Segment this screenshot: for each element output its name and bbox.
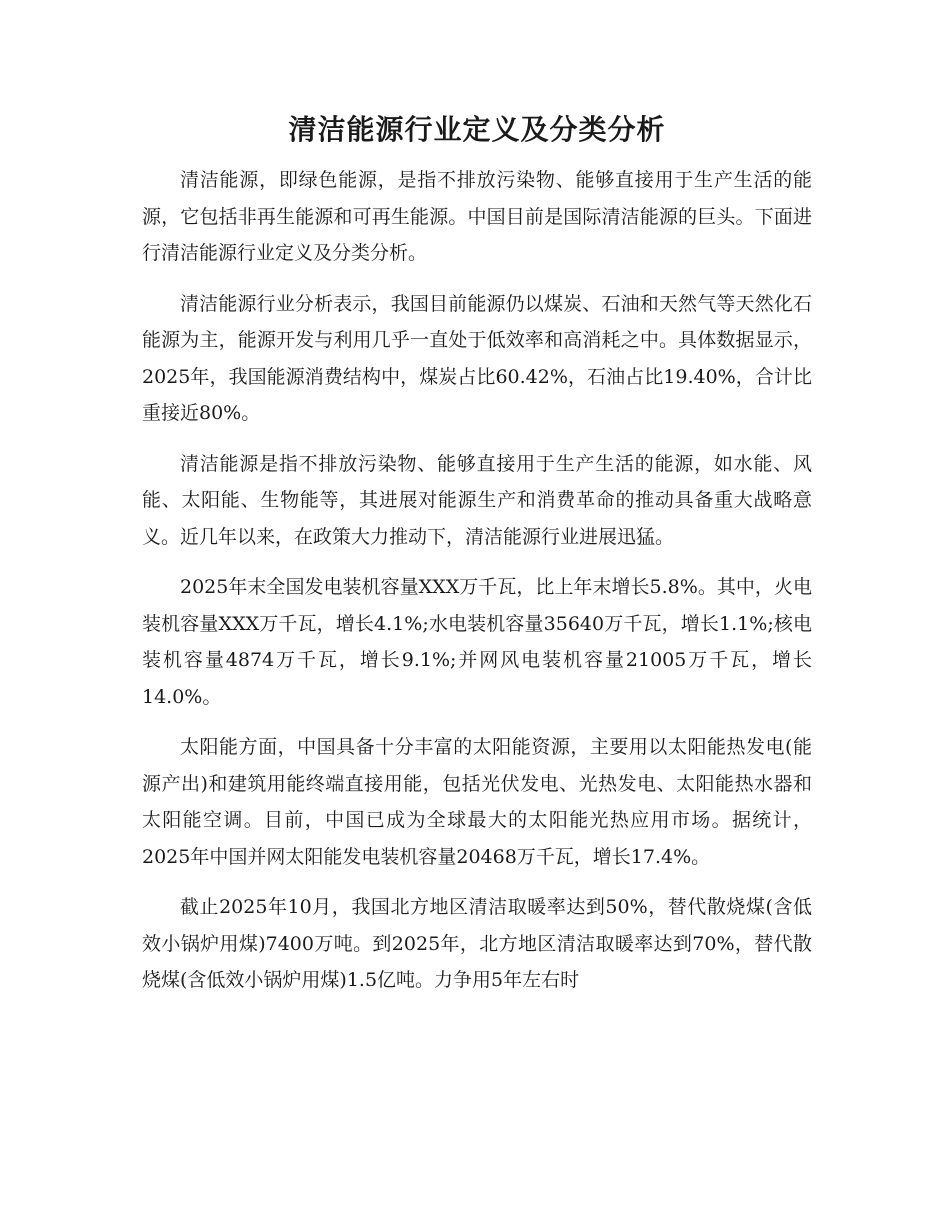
paragraph-clean-energy-definition: 清洁能源是指不排放污染物、能够直接用于生产生活的能源，如水能、风能、太阳能、生物能等，其进展对能源生产和消费革命的推动具备重大战略意义。近几年以来，在政策大力推动下，清洁能源行业进展迅猛。: [142, 452, 812, 548]
paragraph-solar-energy: 太阳能方面，中国具备十分丰富的太阳能资源，主要用以太阳能热发电(能源产出)和建筑用能终端直接用能，包括光伏发电、光热发电、太阳能热水器和太阳能空调。目前，中国已成为全球最大的太阳能光热应用市场。据统计，2025年中国并网太阳能发电装机容量20468万千瓦，增长17.4%。: [142, 736, 812, 868]
document-page: [142, 108, 812, 1013]
paragraph-intro: 清洁能源，即绿色能源，是指不排放污染物、能够直接用于生产生活的能源，它包括非再生能源和可再生能源。中国目前是国际清洁能源的巨头。下面进行清洁能源行业定义及分类分析。: [142, 169, 812, 264]
page-title: 清洁能源行业定义及分类分析: [288, 113, 666, 146]
paragraph-energy-structure: 清洁能源行业分析表示，我国目前能源仍以煤炭、石油和天然气等天然化石能源为主，能源开发与利用几乎一直处于低效率和高消耗之中。具体数据显示，2025年，我国能源消费结构中，煤炭占比60.42%，石油占比19.40%，合计比重接近80%。: [142, 292, 812, 424]
paragraph-installed-capacity: 2025年末全国发电装机容量XXX万千瓦，比上年末增长5.8%。其中，火电装机容量XXX万千瓦，增长4.1%;水电装机容量35640万千瓦，增长1.1%;核电装机容量4874万千瓦，增长9.1%;并网风电装机容量21005万千瓦，增长14.0%。: [142, 576, 812, 708]
paragraph-clean-heating: 截止2025年10月，我国北方地区清洁取暖率达到50%，替代散烧煤(含低效小锅炉用煤)7400万吨。到2025年，北方地区清洁取暖率达到70%，替代散烧煤(含低效小锅炉用煤)1.5亿吨。力争用5年左右时: [142, 896, 812, 991]
